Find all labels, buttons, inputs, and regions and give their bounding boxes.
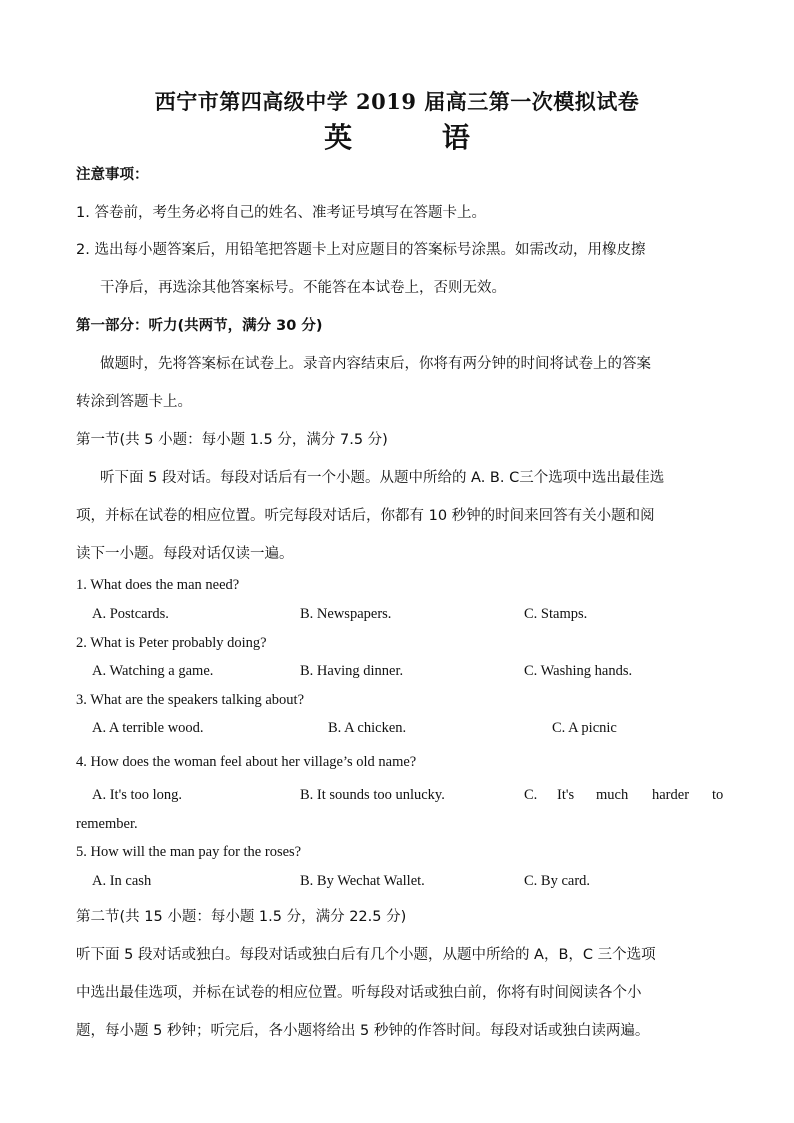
q2-option-a: A. Watching a game. (92, 663, 214, 679)
q2-option-b: B. Having dinner. (300, 663, 404, 679)
section1-intro-line-2: 项，并标在试卷的相应位置。听完每段对话后，你都有 10 秒钟的时间来回答有关小题和阅 (76, 508, 655, 524)
notice-item-2-line-2: 干净后，再选涂其他答案标号。不能答在本试卷上，否则无效。 (100, 280, 506, 296)
q4-option-c-word-2: much (596, 787, 629, 803)
q4-option-b: B. It sounds too unlucky. (300, 787, 445, 803)
q2-option-c: C. Washing hands. (524, 663, 633, 679)
question-1: 1. What does the man need? (76, 577, 240, 593)
q3-option-a: A. A terrible wood. (92, 720, 204, 736)
subject-title: 英 语 (324, 121, 510, 154)
q3-option-c: C. A picnic (552, 720, 617, 736)
notice-item-1: 1. 答卷前，考生务必将自己的姓名、准考证号填写在答题卡上。 (76, 205, 486, 221)
exam-title: 西宁市第四高级中学 2019 届高三第一次模拟试卷 (154, 89, 640, 114)
q1-option-a: A. Postcards. (92, 606, 169, 622)
q3-option-b: B. A chicken. (328, 720, 407, 736)
section2-intro-line-3: 题，每小题 5 秒钟；听完后，各小题将给出 5 秒钟的作答时间。每段对话或独白读两遍。 (76, 1023, 650, 1039)
question-5: 5. How will the man pay for the roses? (76, 844, 302, 860)
part1-intro-line-2: 转涂到答题卡上。 (76, 394, 192, 410)
section2-heading: 第二节(共 15 小题：每小题 1.5 分，满分 22.5 分) (76, 909, 407, 925)
section2-intro-line-2: 中选出最佳选项，并标在试卷的相应位置。听每段对话或独白前，你将有时间阅读各个小 (76, 985, 642, 1001)
q5-option-b: B. By Wechat Wallet. (300, 873, 425, 889)
section1-intro-line-1: 听下面 5 段对话。每段对话后有一个小题。从题中所给的 A. B. C三个选项中选出最佳选 (100, 470, 665, 486)
section1-intro-line-3: 读下一小题。每段对话仅读一遍。 (76, 546, 294, 562)
q5-option-a: A. In cash (92, 873, 152, 889)
question-4: 4. How does the woman feel about her village’s old name? (76, 754, 417, 770)
q1-option-b: B. Newspapers. (300, 606, 392, 622)
section2-intro-line-1: 听下面 5 段对话或独白。每段对话或独白后有几个小题，从题中所给的 A，B，C 三个选项 (76, 947, 656, 963)
q4-option-c-word-3: harder (652, 787, 690, 803)
q1-option-c: C. Stamps. (524, 606, 588, 622)
section1-heading: 第一节(共 5 小题：每小题 1.5 分，满分 7.5 分) (76, 432, 388, 448)
q4-option-a: A. It's too long. (92, 787, 183, 803)
q4-option-c-word-1: It's (557, 787, 575, 803)
notice-heading: 注意事项： (76, 167, 149, 183)
part1-heading: 第一部分：听力(共两节，满分 30 分) (76, 318, 323, 334)
q4-option-c-continued: remember. (76, 816, 138, 832)
part1-intro-line-1: 做题时，先将答案标在试卷上。录音内容结束后，你将有两分钟的时间将试卷上的答案 (100, 356, 651, 372)
q5-option-c: C. By card. (524, 873, 591, 889)
notice-item-2-line-1: 2. 选出每小题答案后，用铅笔把答题卡上对应题目的答案标号涂黑。如需改动，用橡皮擦 (76, 242, 646, 258)
q4-option-c-label: C. (524, 787, 538, 803)
q4-option-c-word-4: to (712, 787, 724, 803)
question-3: 3. What are the speakers talking about? (76, 692, 305, 708)
question-2: 2. What is Peter probably doing? (76, 635, 267, 651)
